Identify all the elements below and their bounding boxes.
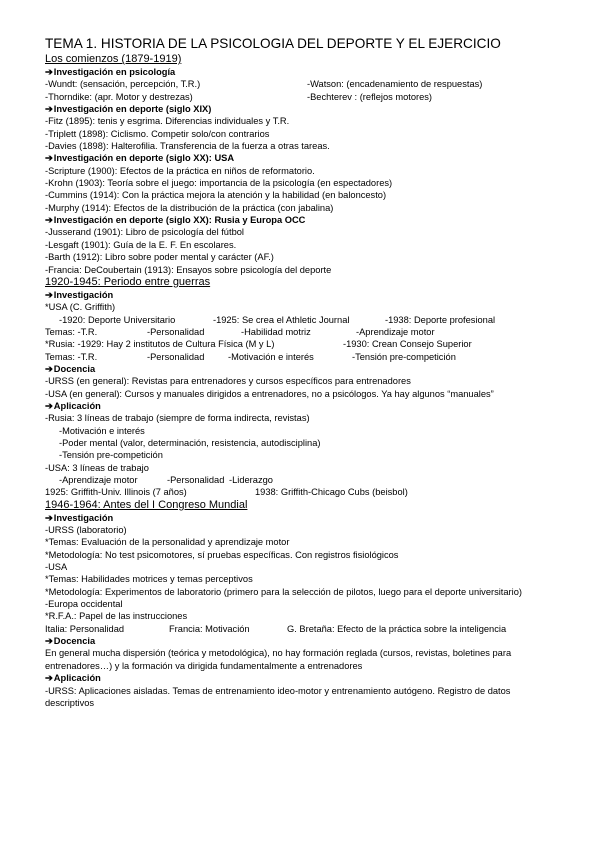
right-arrow-icon: ➔	[45, 400, 53, 411]
item: Temas: -T.R.	[45, 326, 98, 337]
subheading-investigacion-deporte-xx-rusia	[45, 214, 565, 226]
item: 1925: Griffith-Univ. Illinois (7 años)	[45, 487, 187, 498]
subheading-aplicacion	[45, 672, 565, 684]
right-arrow-icon: ➔	[45, 153, 53, 164]
item-bechterev: -Bechterev : (reflejos motores)	[307, 91, 433, 102]
text-line	[45, 314, 565, 326]
subheading-investigacion-deporte-xix	[45, 103, 565, 115]
subheading-investigacion-deporte-xx-usa	[45, 152, 565, 164]
item: -Aprendizaje motor	[356, 326, 435, 337]
item: -1938: Deporte profesional	[385, 314, 496, 325]
text-paragraph: En general mucha dispersión (teórica y metodológica), no hay formación reglada (cursos, revistas, boletines para entrenadores…) y la formación va dirigida fundamentalmente a entrenadores	[45, 648, 512, 671]
text-line: -Francia: DeCoubertain (1913): Ensayos sobre psicología del deporte	[45, 264, 332, 275]
item: -Personalidad	[167, 475, 225, 485]
text-line: *Temas: Evaluación de la personalidad y aprendizaje motor	[45, 537, 290, 548]
text-line: *Temas: Habilidades motrices y temas perceptivos	[45, 574, 253, 585]
text-line	[45, 326, 565, 338]
text-line: -Cummins (1914): Con la práctica mejora la atención y la habilidad (en baloncesto)	[45, 190, 387, 201]
text-line: *USA (C. Griffith)	[45, 302, 116, 313]
item: Francia: Motivación	[169, 623, 250, 634]
right-arrow-icon: ➔	[45, 104, 53, 115]
text-line: -Poder mental (valor, determinación, resistencia, autodisciplina)	[59, 437, 321, 448]
text-line: -Jusserand (1901): Libro de psicología del fútbol	[45, 227, 244, 238]
right-arrow-icon: ➔	[45, 636, 53, 647]
text-line: -URSS (en general): Revistas para entrenadores y cursos específicos para entrenadores	[45, 376, 411, 387]
item: -1920: Deporte Universitario	[59, 314, 176, 325]
subheading-label: Docencia	[53, 363, 96, 374]
text-line: -Scripture (1900): Efectos de la práctica en niños de reformatorio.	[45, 165, 315, 176]
item: Italia: Personalidad	[45, 623, 125, 634]
item: -Motivación e interés	[228, 351, 314, 362]
subheading-label: Aplicación	[53, 400, 101, 411]
item: -Personalidad	[147, 351, 205, 362]
text-line	[45, 91, 565, 103]
item: -Habilidad motriz	[241, 326, 311, 337]
subheading-label: Investigación en deporte (siglo XIX)	[53, 104, 212, 115]
subheading-investigacion-psicologia	[45, 66, 565, 78]
text-line	[45, 338, 565, 350]
item: Temas: -T.R.	[45, 351, 98, 362]
right-arrow-icon: ➔	[45, 363, 53, 374]
subheading-investigacion	[45, 512, 565, 524]
item: -1930: Crean Consejo Superior	[343, 339, 472, 350]
document-title: TEMA 1. HISTORIA DE LA PSICOLOGIA DEL DEPORTE Y EL EJERCICIO	[45, 36, 501, 51]
text-line: -Rusia: 3 líneas de trabajo (siempre de forma indirecta, revistas)	[45, 413, 310, 424]
item: *Rusia: -1929: Hay 2 institutos de Cultura Física (M y L)	[45, 339, 275, 350]
text-line: -Motivación e interés	[59, 425, 145, 436]
text-line: -Tensión pre-competición	[59, 450, 163, 461]
item: -Personalidad	[147, 326, 205, 337]
subheading-label: Investigación en deporte (siglo XX): Rusia y Europa OCC	[53, 215, 306, 226]
text-line	[45, 623, 565, 635]
text-line	[45, 78, 565, 90]
text-paragraph: -URSS: Aplicaciones aisladas. Temas de entrenamiento ideo-motor y entrenamiento autógeno. Registro de datos descriptivos	[45, 685, 511, 708]
item: -1925: Se crea el Athletic Journal	[213, 314, 350, 325]
subheading-label: Investigación	[53, 289, 114, 300]
section-heading-comienzos: Los comienzos (1879-1919)	[45, 53, 182, 65]
text-line: *Metodología: No test psicomotores, sí pruebas específicas. Con registros fisiológicos	[45, 549, 399, 560]
subheading-label: Investigación en psicología	[53, 67, 176, 77]
text-line: -URSS (laboratorio)	[45, 525, 127, 536]
item: -Liderazgo	[229, 475, 273, 485]
subheading-label: Aplicación	[53, 673, 101, 684]
subheading-label: Investigación	[53, 512, 114, 523]
right-arrow-icon: ➔	[45, 67, 53, 77]
text-paragraph: *Metodología: Experimentos de laboratorio (primero para la selección de pilotos, luego para el deporte universitario)	[45, 586, 522, 597]
text-line: *R.F.A.: Papel de las instrucciones	[45, 611, 188, 622]
section-heading-entreguerras: 1920-1945: Periodo entre guerras	[45, 275, 211, 288]
text-paragraph: -USA (en general): Cursos y manuales dirigidos a entrenadores, no a psicólogos. Ya hay algunos “manuales”	[45, 388, 494, 399]
subheading-aplicacion	[45, 400, 565, 412]
subheading-investigacion	[45, 289, 565, 301]
subheading-label: Docencia	[53, 636, 96, 647]
text-line	[45, 474, 565, 486]
subheading-docencia	[45, 635, 565, 647]
subheading-docencia	[45, 363, 565, 375]
text-line: -USA	[45, 562, 68, 573]
right-arrow-icon: ➔	[45, 215, 53, 226]
right-arrow-icon: ➔	[45, 512, 53, 523]
item: G. Bretaña: Efecto de la práctica sobre la inteligencia	[287, 623, 507, 634]
item-wundt: -Wundt: (sensación, percepción, T.R.)	[45, 79, 201, 90]
text-line: -Barth (1912): Libro sobre poder mental y carácter (AF.)	[45, 252, 274, 263]
item-thorndike: -Thorndike: (apr. Motor y destrezas)	[45, 91, 193, 102]
item: 1938: Griffith-Chicago Cubs (beisbol)	[255, 487, 408, 498]
right-arrow-icon: ➔	[45, 289, 53, 300]
right-arrow-icon: ➔	[45, 673, 53, 684]
text-line	[45, 486, 565, 498]
item: -Tensión pre-competición	[352, 351, 456, 362]
text-line: -Triplett (1898): Ciclismo. Competir solo/con contrarios	[45, 128, 270, 139]
text-line: -USA: 3 líneas de trabajo	[45, 462, 149, 473]
item: -Aprendizaje motor	[59, 475, 138, 485]
text-line: -Europa occidental	[45, 599, 123, 610]
section-heading-congreso: 1946-1964: Antes del I Congreso Mundial	[45, 498, 248, 511]
text-line: -Davies (1898): Halterofilia. Transferencia de la fuerza a otras tareas.	[45, 141, 330, 152]
text-line	[45, 351, 565, 363]
text-line: -Murphy (1914): Efectos de la distribución de la práctica (con jabalina)	[45, 202, 334, 213]
item-watson: -Watson: (encadenamiento de respuestas)	[307, 79, 483, 90]
text-line: -Fitz (1895): tenis y esgrima. Diferencias individuales y T.R.	[45, 116, 290, 127]
text-line: -Krohn (1903): Teoría sobre el juego: importancia de la psicología (en espectadores)	[45, 178, 393, 189]
document-page	[45, 36, 565, 709]
text-line: -Lesgaft (1901): Guía de la E. F. En escolares.	[45, 239, 237, 250]
subheading-label: Investigación en deporte (siglo XX): USA	[53, 153, 235, 164]
